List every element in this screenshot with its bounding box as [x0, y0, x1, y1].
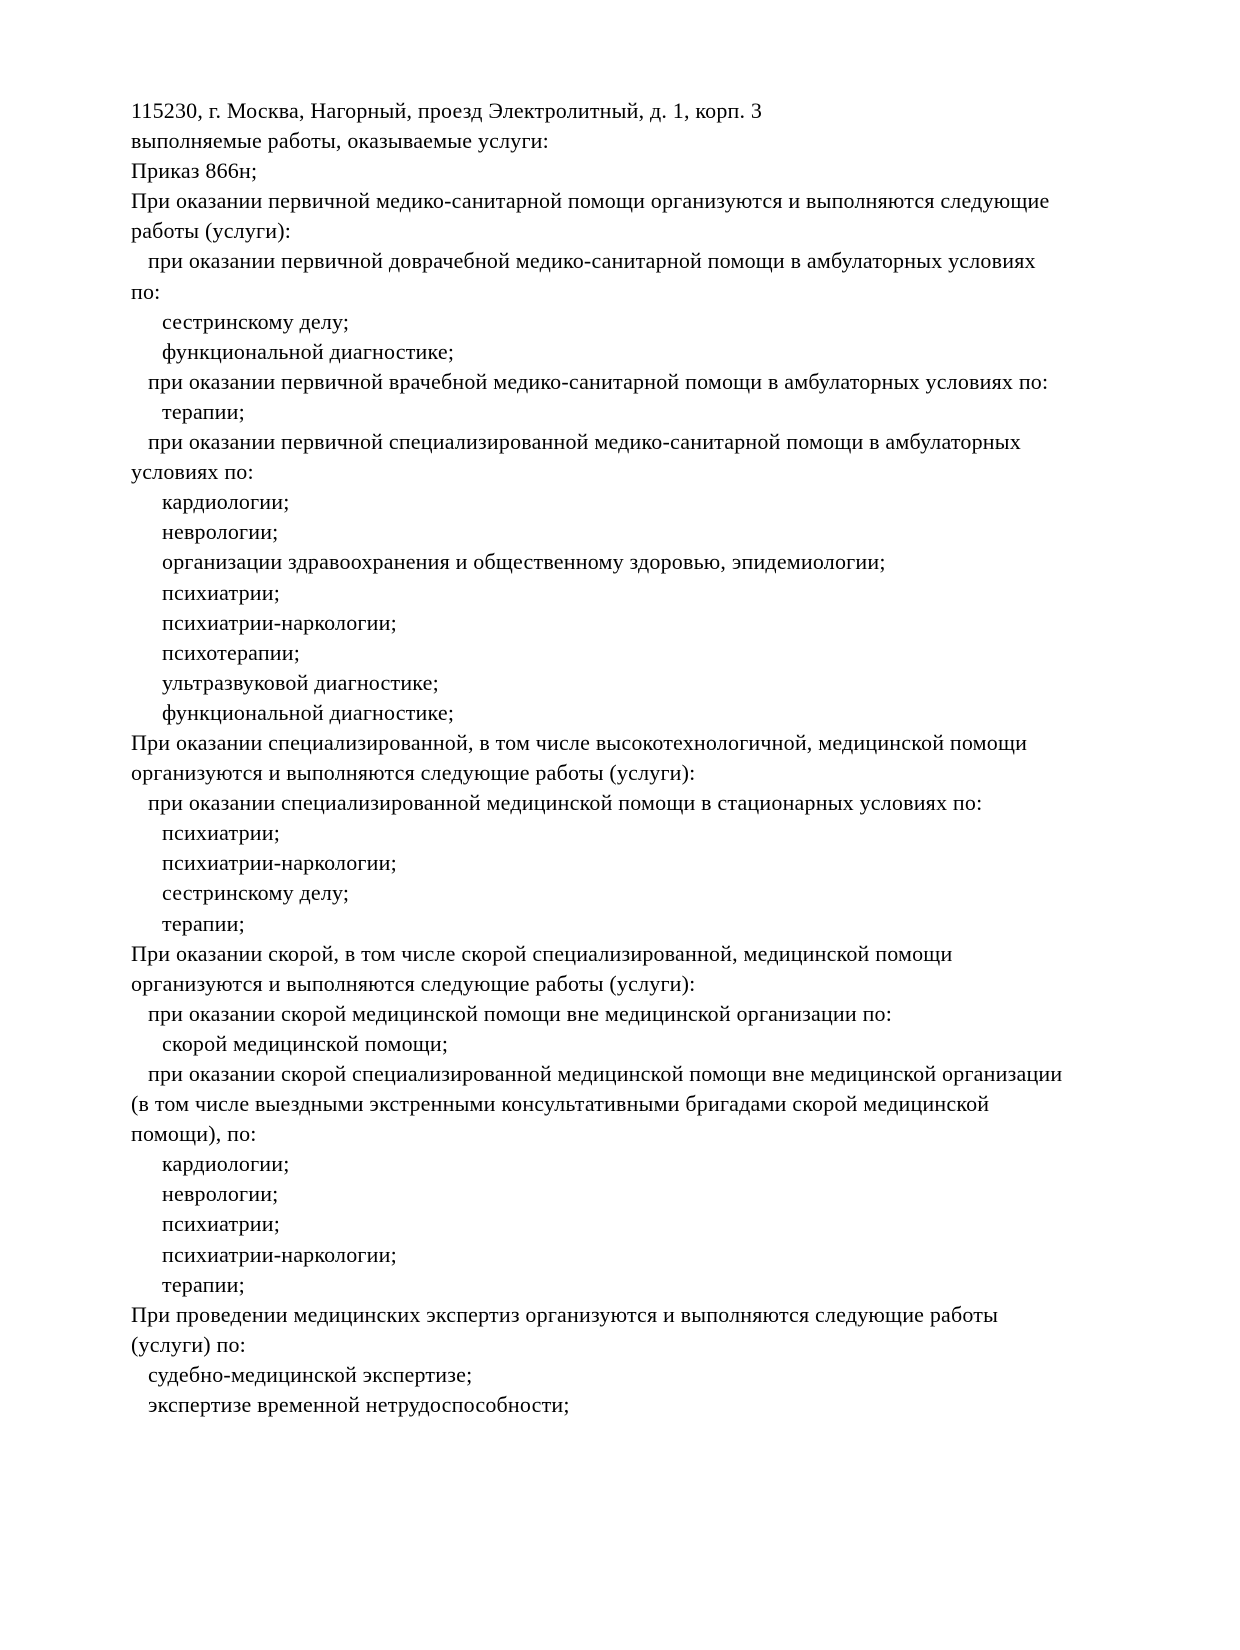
doc-line: функциональной диагностике;	[162, 338, 455, 364]
doc-line: психиатрии-наркологии;	[162, 609, 397, 635]
doc-line: работы (услуги):	[131, 218, 292, 244]
doc-line: При оказании скорой, в том числе скорой специализированной, медицинской помощи	[131, 940, 953, 966]
doc-line: При оказании первичной медико-санитарной помощи организуются и выполняются следующие	[131, 188, 1050, 214]
doc-line: психиатрии-наркологии;	[162, 1241, 397, 1267]
doc-line: психиатрии;	[162, 1211, 281, 1237]
doc-line: помощи), по:	[131, 1121, 257, 1147]
doc-line: скорой медицинской помощи;	[162, 1030, 449, 1056]
doc-line: при оказании первичной специализированной медико-санитарной помощи в амбулаторных	[148, 429, 1021, 455]
document-text	[131, 96, 1201, 1420]
doc-line: при оказании первичной врачебной медико-санитарной помощи в амбулаторных условиях по:	[148, 368, 1049, 394]
doc-line: неврологии;	[162, 1181, 279, 1207]
doc-line: кардиологии;	[162, 489, 290, 515]
doc-line: терапии;	[162, 398, 245, 424]
doc-line: психиатрии;	[162, 579, 281, 605]
doc-line: выполняемые работы, оказываемые услуги:	[131, 128, 549, 154]
doc-line: организуются и выполняются следующие работы (услуги):	[131, 760, 696, 786]
doc-line: функциональной диагностике;	[162, 699, 455, 725]
doc-line: экспертизе временной нетрудоспособности;	[148, 1392, 570, 1418]
doc-line: при оказании первичной доврачебной медико-санитарной помощи в амбулаторных условиях	[148, 248, 1036, 274]
doc-line: (услуги) по:	[131, 1331, 246, 1357]
doc-line: психиатрии;	[162, 820, 281, 846]
doc-line: по:	[131, 278, 161, 304]
doc-line: условиях по:	[131, 459, 254, 485]
doc-line: Приказ 866н;	[131, 158, 258, 184]
doc-line: судебно-медицинской экспертизе;	[148, 1361, 473, 1387]
doc-line: при оказании специализированной медицинской помощи в стационарных условиях по:	[148, 790, 983, 816]
doc-line: психотерапии;	[162, 639, 301, 665]
doc-line: психиатрии-наркологии;	[162, 850, 397, 876]
doc-line: (в том числе выездными экстренными консультативными бригадами скорой медицинской	[131, 1091, 990, 1117]
doc-line: сестринскому делу;	[162, 880, 350, 906]
doc-line: ультразвуковой диагностике;	[162, 669, 439, 695]
doc-line: терапии;	[162, 1271, 245, 1297]
doc-line: При оказании специализированной, в том числе высокотехнологичной, медицинской помощи	[131, 729, 1028, 755]
doc-line: при оказании скорой медицинской помощи вне медицинской организации по:	[148, 1000, 893, 1026]
doc-line: организуются и выполняются следующие работы (услуги):	[131, 970, 696, 996]
doc-line: 115230, г. Москва, Нагорный, проезд Электролитный, д. 1, корп. 3	[131, 98, 763, 123]
doc-line: кардиологии;	[162, 1151, 290, 1177]
doc-line: неврологии;	[162, 519, 279, 545]
doc-line: терапии;	[162, 910, 245, 936]
doc-line: При проведении медицинских экспертиз организуются и выполняются следующие работы	[131, 1301, 999, 1327]
doc-line: сестринскому делу;	[162, 308, 350, 334]
doc-line: при оказании скорой специализированной медицинской помощи вне медицинской организации	[148, 1061, 1063, 1086]
doc-line: организации здравоохранения и общественному здоровью, эпидемиологии;	[162, 549, 886, 575]
